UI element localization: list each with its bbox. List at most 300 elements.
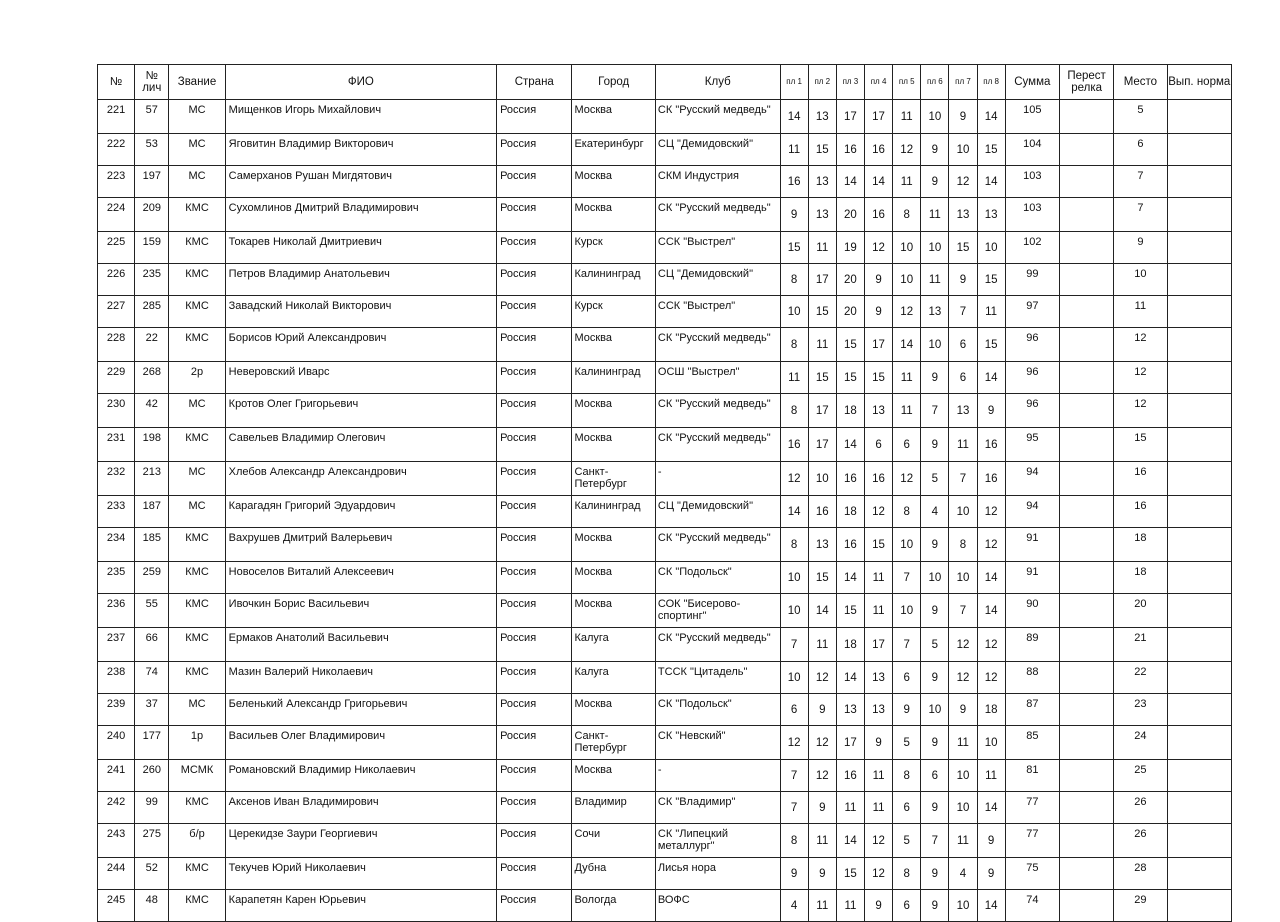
cell-round-7: 13 [949, 394, 977, 428]
cell-lic: 187 [135, 496, 169, 528]
cell-norm [1167, 562, 1231, 594]
cell-club: Лисья нора [655, 858, 780, 890]
cell-club: СК "Подольск" [655, 694, 780, 726]
cell-round-8: 14 [977, 362, 1005, 394]
cell-round-6: 9 [921, 792, 949, 824]
cell-sum: 104 [1005, 134, 1059, 166]
cell-city: Москва [572, 594, 655, 628]
cell-club: ССК "Выстрел" [655, 232, 780, 264]
header-round-7: пл 7 [949, 65, 977, 100]
cell-place: 25 [1114, 760, 1167, 792]
cell-round-6: 9 [921, 134, 949, 166]
cell-place: 12 [1114, 328, 1167, 362]
cell-round-8: 14 [977, 562, 1005, 594]
cell-city: Сочи [572, 824, 655, 858]
cell-sum: 91 [1005, 528, 1059, 562]
cell-city: Москва [572, 198, 655, 232]
cell-place: 16 [1114, 462, 1167, 496]
cell-num: 231 [98, 428, 135, 462]
cell-city: Екатеринбург [572, 134, 655, 166]
cell-city: Москва [572, 328, 655, 362]
cell-rank: МС [169, 496, 225, 528]
cell-lic: 235 [135, 264, 169, 296]
cell-round-7: 4 [949, 858, 977, 890]
cell-round-8: 16 [977, 428, 1005, 462]
cell-city: Вологда [572, 890, 655, 922]
cell-name: Беленький Александр Григорьевич [225, 694, 496, 726]
cell-norm [1167, 296, 1231, 328]
cell-num: 239 [98, 694, 135, 726]
cell-norm [1167, 824, 1231, 858]
cell-sum: 94 [1005, 462, 1059, 496]
cell-round-7: 13 [949, 198, 977, 232]
cell-round-5: 12 [893, 462, 921, 496]
cell-round-8: 11 [977, 296, 1005, 328]
cell-club: ВОФС [655, 890, 780, 922]
header-country: Страна [497, 65, 572, 100]
cell-round-3: 19 [836, 232, 864, 264]
header-city: Город [572, 65, 655, 100]
cell-round-6: 13 [921, 296, 949, 328]
header-rank: Звание [169, 65, 225, 100]
cell-round-4: 16 [864, 198, 892, 232]
cell-round-5: 7 [893, 628, 921, 662]
cell-round-4: 11 [864, 562, 892, 594]
cell-num: 244 [98, 858, 135, 890]
cell-round-1: 12 [780, 462, 808, 496]
table-row [98, 760, 1232, 792]
cell-round-1: 8 [780, 394, 808, 428]
cell-num: 240 [98, 726, 135, 760]
cell-round-6: 10 [921, 100, 949, 134]
cell-round-1: 16 [780, 166, 808, 198]
cell-round-4: 12 [864, 496, 892, 528]
cell-round-6: 9 [921, 362, 949, 394]
cell-place: 22 [1114, 662, 1167, 694]
cell-shootoff [1059, 662, 1113, 694]
cell-rank: МС [169, 394, 225, 428]
header-round-6: пл 6 [921, 65, 949, 100]
cell-country: Россия [497, 296, 572, 328]
cell-shootoff [1059, 462, 1113, 496]
header-norm: Вып. норма [1167, 65, 1231, 100]
cell-lic: 99 [135, 792, 169, 824]
cell-country: Россия [497, 232, 572, 264]
cell-round-7: 10 [949, 562, 977, 594]
cell-rank: 1р [169, 726, 225, 760]
table-row [98, 792, 1232, 824]
cell-round-2: 17 [808, 264, 836, 296]
cell-norm [1167, 462, 1231, 496]
cell-round-1: 15 [780, 232, 808, 264]
cell-lic: 260 [135, 760, 169, 792]
cell-round-7: 9 [949, 694, 977, 726]
cell-round-3: 13 [836, 694, 864, 726]
cell-round-2: 10 [808, 462, 836, 496]
cell-rank: МС [169, 166, 225, 198]
cell-round-5: 6 [893, 890, 921, 922]
cell-round-5: 10 [893, 528, 921, 562]
cell-round-5: 11 [893, 362, 921, 394]
cell-name: Савельев Владимир Олегович [225, 428, 496, 462]
cell-round-1: 9 [780, 198, 808, 232]
cell-club: ОСШ "Выстрел" [655, 362, 780, 394]
cell-round-7: 9 [949, 100, 977, 134]
cell-norm [1167, 100, 1231, 134]
cell-sum: 88 [1005, 662, 1059, 694]
cell-round-4: 12 [864, 858, 892, 890]
cell-round-8: 14 [977, 792, 1005, 824]
cell-round-4: 9 [864, 296, 892, 328]
cell-round-6: 4 [921, 496, 949, 528]
cell-norm [1167, 362, 1231, 394]
cell-sum: 102 [1005, 232, 1059, 264]
cell-city: Курск [572, 296, 655, 328]
cell-place: 24 [1114, 726, 1167, 760]
cell-norm [1167, 594, 1231, 628]
cell-norm [1167, 496, 1231, 528]
cell-club: СК "Русский медведь" [655, 100, 780, 134]
cell-shootoff [1059, 890, 1113, 922]
cell-round-4: 17 [864, 628, 892, 662]
cell-shootoff [1059, 198, 1113, 232]
cell-round-3: 16 [836, 528, 864, 562]
cell-lic: 198 [135, 428, 169, 462]
cell-round-5: 9 [893, 694, 921, 726]
cell-norm [1167, 198, 1231, 232]
cell-rank: КМС [169, 662, 225, 694]
cell-sum: 75 [1005, 858, 1059, 890]
cell-round-2: 15 [808, 296, 836, 328]
header-round-2: пл 2 [808, 65, 836, 100]
cell-norm [1167, 428, 1231, 462]
cell-round-2: 11 [808, 232, 836, 264]
cell-place: 21 [1114, 628, 1167, 662]
cell-city: Санкт-Петербург [572, 726, 655, 760]
cell-round-2: 11 [808, 824, 836, 858]
cell-club: СК "Липецкий металлург" [655, 824, 780, 858]
cell-round-5: 12 [893, 134, 921, 166]
cell-round-8: 14 [977, 890, 1005, 922]
cell-round-2: 13 [808, 528, 836, 562]
cell-round-2: 9 [808, 694, 836, 726]
cell-country: Россия [497, 890, 572, 922]
cell-country: Россия [497, 824, 572, 858]
cell-round-2: 11 [808, 328, 836, 362]
cell-rank: МС [169, 462, 225, 496]
cell-place: 18 [1114, 562, 1167, 594]
cell-place: 18 [1114, 528, 1167, 562]
cell-round-3: 11 [836, 890, 864, 922]
cell-round-3: 17 [836, 726, 864, 760]
cell-country: Россия [497, 134, 572, 166]
cell-round-1: 11 [780, 134, 808, 166]
cell-round-4: 14 [864, 166, 892, 198]
cell-round-7: 6 [949, 328, 977, 362]
cell-round-1: 6 [780, 694, 808, 726]
table-row [98, 264, 1232, 296]
cell-place: 6 [1114, 134, 1167, 166]
cell-round-3: 14 [836, 562, 864, 594]
header-row [98, 65, 1232, 100]
cell-round-2: 12 [808, 760, 836, 792]
cell-round-4: 13 [864, 394, 892, 428]
cell-num: 223 [98, 166, 135, 198]
cell-city: Москва [572, 528, 655, 562]
cell-name: Карапетян Карен Юрьевич [225, 890, 496, 922]
cell-round-4: 12 [864, 824, 892, 858]
cell-rank: КМС [169, 792, 225, 824]
cell-name: Борисов Юрий Александрович [225, 328, 496, 362]
header-round-4: пл 4 [864, 65, 892, 100]
cell-norm [1167, 858, 1231, 890]
cell-name: Ивочкин Борис Васильевич [225, 594, 496, 628]
cell-lic: 209 [135, 198, 169, 232]
cell-name: Мищенков Игорь Михайлович [225, 100, 496, 134]
cell-norm [1167, 694, 1231, 726]
cell-round-1: 4 [780, 890, 808, 922]
cell-name: Яговитин Владимир Викторович [225, 134, 496, 166]
cell-round-2: 14 [808, 594, 836, 628]
cell-round-7: 10 [949, 792, 977, 824]
cell-place: 11 [1114, 296, 1167, 328]
cell-lic: 285 [135, 296, 169, 328]
cell-num: 229 [98, 362, 135, 394]
header-club: Клуб [655, 65, 780, 100]
results-table [97, 64, 1232, 922]
cell-round-4: 17 [864, 100, 892, 134]
table-row [98, 362, 1232, 394]
cell-rank: МС [169, 100, 225, 134]
cell-round-3: 20 [836, 198, 864, 232]
cell-round-2: 15 [808, 134, 836, 166]
cell-rank: МС [169, 134, 225, 166]
cell-city: Москва [572, 760, 655, 792]
cell-shootoff [1059, 694, 1113, 726]
cell-city: Калининград [572, 264, 655, 296]
table-row [98, 662, 1232, 694]
cell-round-8: 10 [977, 726, 1005, 760]
cell-club: СК "Подольск" [655, 562, 780, 594]
cell-round-8: 15 [977, 264, 1005, 296]
cell-shootoff [1059, 858, 1113, 890]
cell-round-6: 9 [921, 428, 949, 462]
cell-place: 7 [1114, 198, 1167, 232]
cell-round-3: 20 [836, 264, 864, 296]
cell-round-8: 11 [977, 760, 1005, 792]
cell-shootoff [1059, 792, 1113, 824]
cell-country: Россия [497, 628, 572, 662]
cell-rank: МСМК [169, 760, 225, 792]
table-row [98, 100, 1232, 134]
cell-shootoff [1059, 496, 1113, 528]
cell-round-4: 15 [864, 528, 892, 562]
cell-round-7: 10 [949, 496, 977, 528]
cell-lic: 213 [135, 462, 169, 496]
cell-rank: КМС [169, 562, 225, 594]
cell-name: Ермаков Анатолий Васильевич [225, 628, 496, 662]
cell-round-3: 15 [836, 328, 864, 362]
cell-club: СК "Русский медведь" [655, 428, 780, 462]
table-row [98, 890, 1232, 922]
cell-round-8: 12 [977, 662, 1005, 694]
cell-norm [1167, 166, 1231, 198]
cell-round-7: 11 [949, 726, 977, 760]
cell-round-1: 14 [780, 496, 808, 528]
cell-round-2: 9 [808, 792, 836, 824]
cell-city: Москва [572, 100, 655, 134]
cell-place: 20 [1114, 594, 1167, 628]
cell-name: Мазин Валерий Николаевич [225, 662, 496, 694]
cell-country: Россия [497, 562, 572, 594]
cell-round-6: 9 [921, 726, 949, 760]
cell-round-6: 9 [921, 528, 949, 562]
table-row [98, 328, 1232, 362]
cell-round-5: 5 [893, 726, 921, 760]
cell-num: 241 [98, 760, 135, 792]
table-row [98, 562, 1232, 594]
cell-lic: 37 [135, 694, 169, 726]
cell-sum: 87 [1005, 694, 1059, 726]
cell-country: Россия [497, 594, 572, 628]
cell-sum: 91 [1005, 562, 1059, 594]
cell-shootoff [1059, 628, 1113, 662]
cell-club: - [655, 462, 780, 496]
cell-country: Россия [497, 694, 572, 726]
cell-sum: 103 [1005, 166, 1059, 198]
cell-shootoff [1059, 824, 1113, 858]
cell-city: Москва [572, 694, 655, 726]
cell-lic: 53 [135, 134, 169, 166]
cell-round-8: 12 [977, 496, 1005, 528]
cell-name: Церекидзе Заури Георгиевич [225, 824, 496, 858]
cell-round-5: 10 [893, 264, 921, 296]
cell-city: Москва [572, 428, 655, 462]
cell-round-7: 12 [949, 628, 977, 662]
cell-country: Россия [497, 394, 572, 428]
header-round-3: пл 3 [836, 65, 864, 100]
cell-shootoff [1059, 562, 1113, 594]
cell-country: Россия [497, 726, 572, 760]
cell-sum: 99 [1005, 264, 1059, 296]
cell-round-4: 11 [864, 792, 892, 824]
cell-place: 29 [1114, 890, 1167, 922]
cell-round-1: 9 [780, 858, 808, 890]
cell-rank: КМС [169, 628, 225, 662]
cell-round-8: 9 [977, 858, 1005, 890]
cell-rank: КМС [169, 232, 225, 264]
cell-round-5: 5 [893, 824, 921, 858]
cell-round-2: 17 [808, 394, 836, 428]
cell-round-1: 8 [780, 824, 808, 858]
cell-sum: 96 [1005, 362, 1059, 394]
cell-place: 26 [1114, 824, 1167, 858]
cell-norm [1167, 760, 1231, 792]
cell-norm [1167, 662, 1231, 694]
table-row [98, 496, 1232, 528]
cell-round-1: 10 [780, 296, 808, 328]
cell-rank: б/р [169, 824, 225, 858]
cell-club: СЦ "Демидовский" [655, 134, 780, 166]
table-row [98, 824, 1232, 858]
cell-round-5: 11 [893, 394, 921, 428]
cell-shootoff [1059, 428, 1113, 462]
cell-round-7: 11 [949, 824, 977, 858]
cell-lic: 177 [135, 726, 169, 760]
cell-round-3: 16 [836, 760, 864, 792]
cell-round-4: 11 [864, 594, 892, 628]
cell-sum: 77 [1005, 824, 1059, 858]
cell-norm [1167, 792, 1231, 824]
table-row [98, 628, 1232, 662]
cell-shootoff [1059, 264, 1113, 296]
cell-round-5: 10 [893, 594, 921, 628]
cell-round-6: 11 [921, 264, 949, 296]
cell-num: 228 [98, 328, 135, 362]
cell-round-5: 8 [893, 858, 921, 890]
cell-num: 238 [98, 662, 135, 694]
cell-lic: 197 [135, 166, 169, 198]
cell-round-7: 10 [949, 890, 977, 922]
cell-round-6: 5 [921, 628, 949, 662]
cell-country: Россия [497, 462, 572, 496]
cell-round-8: 15 [977, 134, 1005, 166]
cell-round-1: 10 [780, 562, 808, 594]
cell-num: 232 [98, 462, 135, 496]
cell-sum: 90 [1005, 594, 1059, 628]
header-lic: № лич [135, 65, 169, 100]
cell-round-5: 8 [893, 760, 921, 792]
cell-lic: 275 [135, 824, 169, 858]
table-row [98, 428, 1232, 462]
cell-round-6: 10 [921, 328, 949, 362]
cell-round-5: 12 [893, 296, 921, 328]
cell-round-6: 9 [921, 594, 949, 628]
cell-round-1: 8 [780, 328, 808, 362]
cell-sum: 105 [1005, 100, 1059, 134]
cell-round-7: 12 [949, 166, 977, 198]
cell-round-5: 6 [893, 428, 921, 462]
cell-round-4: 13 [864, 662, 892, 694]
cell-club: СЦ "Демидовский" [655, 264, 780, 296]
cell-round-2: 11 [808, 890, 836, 922]
cell-round-7: 7 [949, 594, 977, 628]
cell-round-4: 13 [864, 694, 892, 726]
table-row [98, 134, 1232, 166]
cell-num: 234 [98, 528, 135, 562]
cell-club: СКМ Индустрия [655, 166, 780, 198]
cell-num: 225 [98, 232, 135, 264]
cell-shootoff [1059, 726, 1113, 760]
cell-place: 7 [1114, 166, 1167, 198]
header-round-8: пл 8 [977, 65, 1005, 100]
cell-name: Новоселов Виталий Алексеевич [225, 562, 496, 594]
cell-round-1: 8 [780, 528, 808, 562]
cell-name: Аксенов Иван Владимирович [225, 792, 496, 824]
cell-round-6: 10 [921, 232, 949, 264]
cell-club: СК "Русский медведь" [655, 528, 780, 562]
cell-num: 227 [98, 296, 135, 328]
cell-num: 226 [98, 264, 135, 296]
cell-norm [1167, 134, 1231, 166]
cell-round-1: 11 [780, 362, 808, 394]
cell-sum: 81 [1005, 760, 1059, 792]
cell-name: Текучев Юрий Николаевич [225, 858, 496, 890]
table-row [98, 166, 1232, 198]
cell-round-8: 15 [977, 328, 1005, 362]
cell-name: Сухомлинов Дмитрий Владимирович [225, 198, 496, 232]
cell-rank: КМС [169, 594, 225, 628]
